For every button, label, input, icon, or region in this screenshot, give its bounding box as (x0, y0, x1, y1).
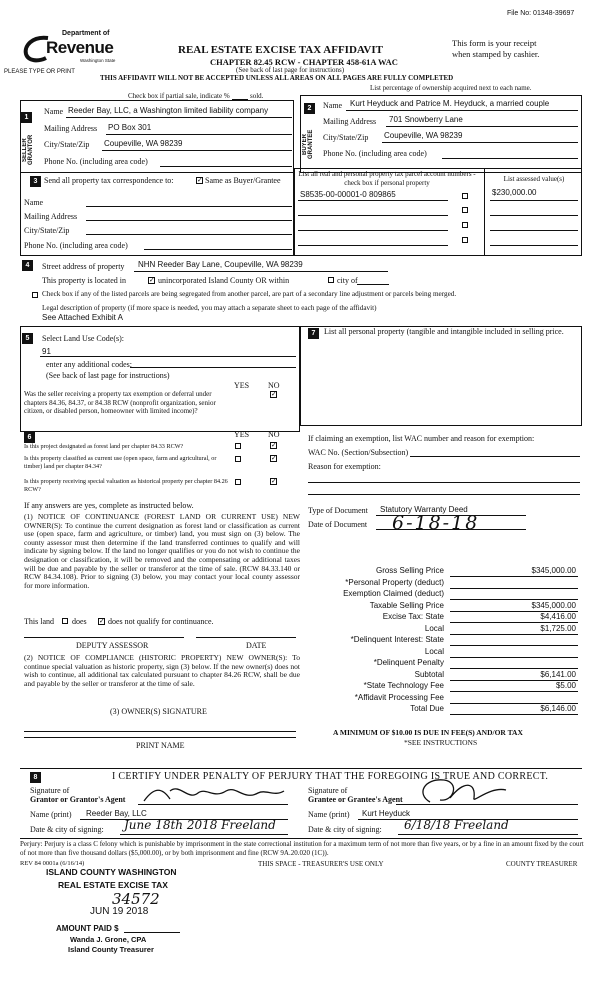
does-not-checkbox[interactable]: ✓ (99, 617, 105, 625)
unincorporated-checkbox[interactable]: ✓ (149, 276, 155, 284)
tax-row-value: $6,141.00 (540, 669, 576, 679)
partial-sale-label: Check box if partial sale, indicate % (128, 92, 230, 100)
seller-address-label: Mailing Address (44, 124, 98, 133)
tax-row-label: Local (424, 646, 444, 656)
print-name-label: PRINT NAME (136, 741, 185, 750)
minimum-due-note: A MINIMUM OF $10.00 IS DUE IN FEE(S) AND/OR TAX (333, 728, 523, 737)
section-3-badge: 3 (30, 176, 41, 187)
seller-city: Coupeville, WA 98239 (104, 139, 183, 148)
does-label: does (72, 617, 87, 626)
grantor-date-city: June 18th 2018 Freeland (124, 818, 276, 832)
personal-property-checkbox-4[interactable] (462, 237, 468, 243)
sold-label: sold. (250, 92, 264, 100)
exemption-no-checkbox[interactable]: ✓ (271, 390, 277, 398)
grantor-date-label: Date & city of signing: (30, 825, 104, 834)
buyer-name-label: Name (323, 101, 343, 110)
corr-city-label: City/State/Zip (24, 226, 70, 235)
does-not-label: does not qualify for continuance. (108, 617, 214, 626)
personal-property-checkbox-3[interactable] (462, 222, 468, 228)
tax-row-value: $1,725.00 (540, 623, 576, 633)
tax-row-label: *Personal Property (deduct) (345, 577, 444, 587)
forest-no-checkbox[interactable]: ✓ (271, 441, 277, 449)
assessed-header: List assessed value(s) (503, 175, 565, 183)
corr-name-label: Name (24, 198, 44, 207)
grantee-name-label: Name (print) (308, 810, 350, 819)
seller-name: Reeder Bay, LLC, a Washington limited liability company (68, 106, 269, 115)
certify-statement: I CERTIFY UNDER PENALTY OF PERJURY THAT THE FOREGOING IS TRUE AND CORRECT. (112, 771, 549, 782)
section-7-badge: 7 (308, 328, 319, 339)
forest-land-question: Is this project designated as forest land per chapter 84.33 RCW? (24, 443, 184, 450)
land-use-yes-header: YES (234, 381, 250, 390)
form-title: REAL ESTATE EXCISE TAX AFFIDAVIT (178, 44, 383, 56)
perjury-statement: Perjury: Perjury is a class C felony which is punishable by imprisonment in the state correctional institution for a maximum term of not more than five years, or by a fine in an amount fixed by the court of not more than five thousand dollars ($5,000.00), or by both imprisonment and fine (RCW 9A.20.020 (1C)). (20, 840, 584, 857)
exemption-reason-label: Reason for exemption: (308, 462, 381, 471)
county-treasurer-label: COUNTY TREASURER (506, 860, 578, 868)
see-back-note: (See back of last page for instructions) (236, 66, 345, 74)
grantee-date-label: Date & city of signing: (308, 825, 382, 834)
tax-row-label: *Delinquent Penalty (373, 658, 444, 667)
tax-row-label: Excise Tax: State (382, 612, 444, 621)
tax-row-label: *Affidavit Processing Fee (354, 692, 444, 702)
current-use-question: Is this property classified as current use (open space, farm and agricultural, or timber) land per chapter 84.34? (24, 455, 217, 470)
seller-address: PO Box 301 (108, 123, 152, 132)
stamp-office: Island County Treasurer (68, 945, 154, 954)
grantee-sig-label-1: Signature of (308, 786, 348, 795)
street-address: NHN Reeder Bay Lane, Coupeville, WA 98239 (138, 260, 303, 269)
grantor-print-name: Reeder Bay, LLC (86, 809, 147, 818)
same-as-buyer-checkbox[interactable]: ✓ (197, 176, 203, 184)
historical-question: Is this property receiving special valuation as historical property per chapter 84.26 RCW? (24, 478, 228, 493)
section-4-badge: 4 (22, 260, 33, 271)
section-5-badge: 5 (22, 333, 33, 344)
ownership-note: List percentage of ownership acquired next to each name. (370, 84, 532, 92)
warning-banner: THIS AFFIDAVIT WILL NOT BE ACCEPTED UNLESS ALL AREAS ON ALL PAGES ARE FULLY COMPLETED (100, 74, 454, 82)
buyer-address-label: Mailing Address (323, 117, 377, 126)
assessed-value-1: $230,000.00 (492, 188, 537, 197)
segregated-label: Check box if any of the listed parcels are being segregated from another parcel, are part of a secondary line adjustment or parcels being merged. (42, 290, 457, 298)
tax-row-value: $5.00 (555, 681, 576, 690)
stamp-date: JUN 19 2018 (90, 906, 149, 917)
located-label: This property is located in (42, 276, 126, 285)
land-use-no-header: NO (268, 381, 280, 390)
grantee-signature (410, 776, 530, 806)
continuance-notice: (1) NOTICE OF CONTINUANCE (FOREST LAND OR CURRENT USE) NEW OWNER(S): To continue the current designation as forest land or classification as current use (open space, farm and agriculture, or timber) land, you must sign on (3) below. The county assessor must then determine if the land transferred continues to qualify and will indicate by signing below. If the land no longer qualifies or you do not wish to continue the designation or classification, it will be removed and the compensating or additional taxes will be due and payable by the seller or transferor at the time of sale. (RCW 84.33.140 or RCW 84.34.108). Prior to signing (3) below, you may contact your local county assessor for more information. (24, 512, 300, 590)
grantor-sig-label-1: Signature of (30, 786, 70, 795)
seller-name-label: Name (44, 107, 64, 116)
personal-property-label: List all personal property (tangible and intangible included in selling price. (324, 327, 564, 336)
treasurer-use-only: THIS SPACE - TREASURER'S USE ONLY (258, 860, 384, 868)
grantor-sig-label-2: Grantor or Grantor's Agent (30, 795, 126, 804)
tax-row-value: $345,000.00 (531, 566, 576, 575)
tax-row-label: Exemption Claimed (deduct) (343, 589, 444, 598)
revenue-wordmark: Revenue (46, 38, 114, 57)
unincorporated-label: unincorporated Island County OR within (158, 276, 290, 285)
receipt-note-2: when stamped by cashier. (452, 49, 540, 59)
correspondence-label: Send all property tax correspondence to: (44, 176, 174, 185)
historical-no-checkbox[interactable]: ✓ (271, 477, 277, 485)
land-use-code: 91 (42, 347, 51, 356)
tax-row-label: Local (424, 623, 444, 633)
stamp-county: ISLAND COUNTY WASHINGTON (46, 867, 177, 877)
deputy-assessor-label: DEPUTY ASSESSOR (76, 641, 149, 650)
tax-row-value: $6,146.00 (540, 704, 576, 713)
if-yes-note: If any answers are yes, complete as instructed below. (24, 501, 194, 510)
this-land-label: This land (24, 617, 54, 626)
grantor-name-label: Name (print) (30, 810, 72, 819)
section-1-badge: 1 (21, 112, 32, 123)
corr-phone-label: Phone No. (including area code) (24, 241, 128, 250)
grantee-date-city: 6/18/18 Freeland (404, 818, 509, 832)
seller-side-label: SELLER GRANTOR (22, 134, 34, 166)
stamp-number: 34572 (112, 890, 160, 908)
doc-date-label: Date of Document (308, 520, 368, 529)
personal-property-checkbox-1[interactable] (462, 193, 468, 199)
tax-row-label: Gross Selling Price (375, 566, 444, 575)
section-2-badge: 2 (304, 103, 315, 114)
buyer-name: Kurt Heyduck and Patrice M. Heyduck, a married couple (350, 99, 550, 108)
compliance-notice: (2) NOTICE OF COMPLIANCE (HISTORIC PROPERTY) NEW OWNER(S): To continue special valuation as historic property, sign (3) below. If the new owner(s) does not wish to continue, all additional tax calculated pursuant to chapter 84.26 RCW, shall be due and payable by the seller or transferor at the time of sale. (24, 653, 300, 688)
s6-yes-header: YES (234, 430, 250, 439)
exemption-question: Was the seller receiving a property tax exemption or deferral under chapters 84.36, 84.37, or 84.38 RCW (nonprofit organization, senior citizen, or disabled person, homeowner with limited income)? (24, 390, 216, 415)
owner-signature-label: (3) OWNER(S) SIGNATURE (110, 707, 207, 716)
seller-city-label: City/State/Zip (44, 140, 90, 149)
corr-address-label: Mailing Address (24, 212, 78, 221)
file-number: File No: 01348-39697 (507, 10, 575, 17)
stamp-tax: REAL ESTATE EXCISE TAX (58, 880, 168, 890)
grantee-sig-label-2: Grantee or Grantee's Agent (308, 795, 403, 804)
stamp-official: Wanda J. Grone, CPA (70, 935, 147, 944)
tax-row-value: $4,416.00 (540, 612, 576, 621)
doc-type: Statutory Warranty Deed (380, 505, 468, 514)
seller-phone-label: Phone No. (including area code) (44, 157, 148, 166)
form-subtitle: CHAPTER 82.45 RCW - CHAPTER 458-61A WAC (210, 57, 398, 67)
tax-row-label: Taxable Selling Price (369, 600, 444, 610)
doc-date: 6-18-18 (392, 512, 480, 534)
dept-label: Department of (62, 30, 110, 37)
state-label: Washington State (80, 58, 116, 63)
form-revision: REV 84 0001a (6/16/14) (20, 860, 85, 867)
s6-no-header: NO (268, 430, 280, 439)
parcels-header: List all real and personal property tax parcel account numbers - check box if personal property (298, 170, 476, 187)
same-as-buyer-label: Same as Buyer/Grantee (205, 176, 281, 185)
legal-description: See Attached Exhibit A (42, 313, 123, 322)
buyer-city-label: City/State/Zip (323, 133, 369, 142)
buyer-address: 701 Snowberry Lane (389, 115, 463, 124)
revenue-logo (22, 30, 122, 70)
stamp-amount: AMOUNT PAID $ (56, 924, 119, 933)
street-label: Street address of property (42, 262, 125, 271)
buyer-phone-label: Phone No. (including area code) (323, 149, 427, 158)
grantee-print-name: Kurt Heyduck (362, 809, 411, 818)
assessor-date-label: DATE (246, 641, 267, 650)
forest-yes-checkbox[interactable] (235, 443, 241, 449)
tax-row-label: *State Technology Fee (363, 681, 444, 690)
personal-property-section (300, 326, 582, 426)
land-use-see-back: (See back of last page for instructions) (46, 371, 170, 380)
buyer-side-label: BUYER GRANTEE (302, 129, 314, 159)
city-of-label: city of (337, 276, 358, 285)
city-checkbox[interactable] (328, 277, 334, 283)
segregated-checkbox[interactable] (32, 292, 38, 298)
section-6-badge: 6 (24, 432, 35, 443)
legal-label: Legal description of property (if more space is needed, you may attach a separate sheet to each page of the affidavit) (42, 304, 377, 312)
tax-row-label: Total Due (410, 704, 444, 713)
section-8-badge: 8 (30, 772, 41, 783)
does-checkbox[interactable] (62, 618, 68, 624)
receipt-note-1: This form is your receipt (452, 38, 537, 48)
current-use-no-checkbox[interactable]: ✓ (271, 454, 277, 462)
see-instructions-note: *SEE INSTRUCTIONS (404, 738, 478, 747)
land-use-label: Select Land Use Code(s): (42, 334, 124, 343)
parcel-number-1: S8535-00-00001-0 809865 (300, 190, 396, 199)
buyer-city: Coupeville, WA 98239 (384, 131, 463, 140)
tax-row-value: $345,000.00 (531, 600, 576, 610)
historical-yes-checkbox[interactable] (235, 479, 241, 485)
personal-property-checkbox-2[interactable] (462, 207, 468, 213)
tax-row-label: Subtotal (414, 669, 444, 679)
exemption-claim-label: If claiming an exemption, list WAC number and reason for exemption: (308, 434, 535, 443)
please-type: PLEASE TYPE OR PRINT (4, 69, 75, 75)
tax-row-label: *Delinquent Interest: State (350, 635, 444, 644)
current-use-yes-checkbox[interactable] (235, 456, 241, 462)
doc-type-label: Type of Document (308, 506, 368, 515)
additional-codes-label: enter any additional codes: (46, 360, 132, 369)
wac-label: WAC No. (Section/Subsection) (308, 448, 409, 457)
